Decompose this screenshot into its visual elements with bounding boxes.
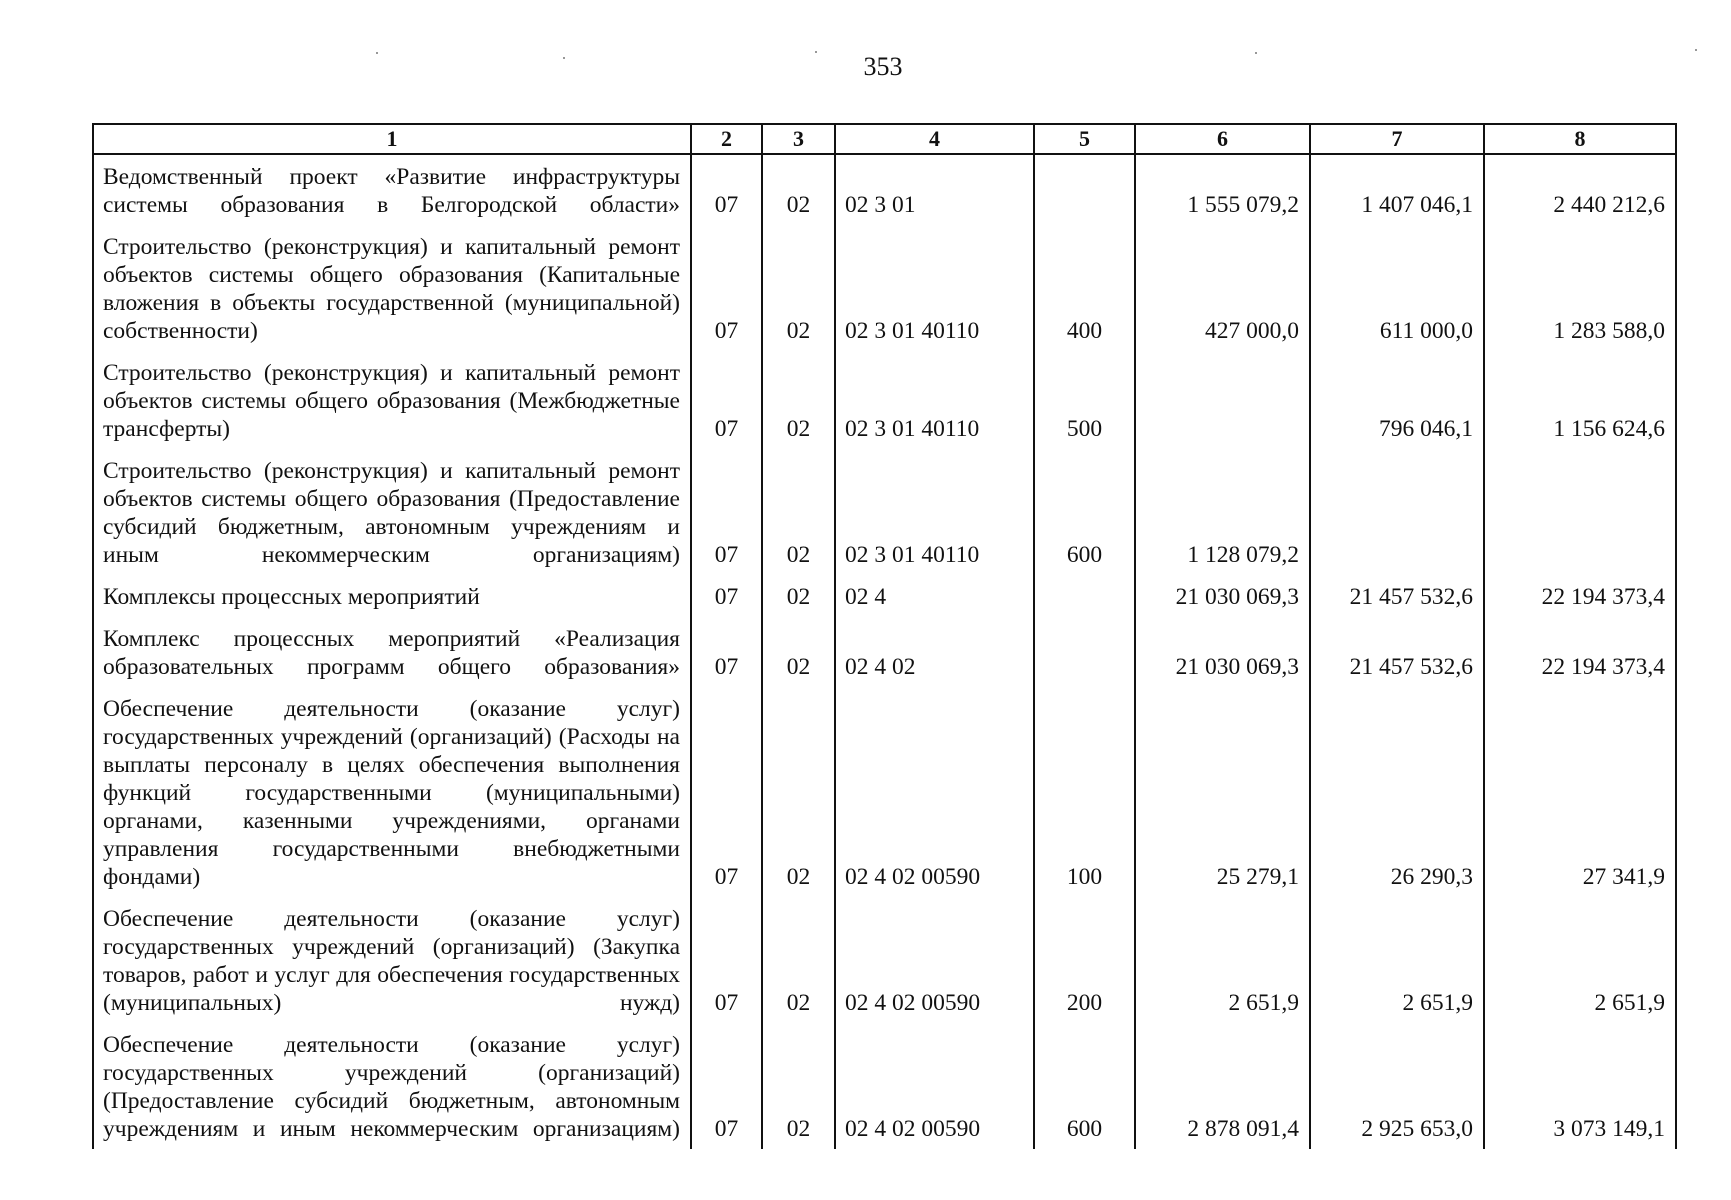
cell-amount-8: 1 156 624,6	[1484, 351, 1676, 449]
cell-section: 07	[691, 575, 762, 617]
cell-amount-8: 22 194 373,4	[1484, 575, 1676, 617]
column-header-8: 8	[1484, 124, 1676, 154]
cell-expense-type: 200	[1034, 897, 1135, 1023]
cell-amount-7: 1 407 046,1	[1310, 154, 1484, 225]
cell-amount-7: 21 457 532,6	[1310, 575, 1484, 617]
cell-amount-7: 796 046,1	[1310, 351, 1484, 449]
table-row	[93, 225, 1676, 351]
page-number: 353	[863, 52, 903, 81]
cell-subsection: 02	[762, 154, 835, 225]
column-header-1: 1	[93, 124, 691, 154]
cell-amount-6: 2 878 091,4	[1135, 1023, 1310, 1149]
column-header-4: 4	[835, 124, 1034, 154]
cell-subsection: 02	[762, 617, 835, 687]
cell-subsection: 02	[762, 1023, 835, 1149]
cell-expense-type: 600	[1034, 1023, 1135, 1149]
row-description: Комплексы процессных мероприятий	[93, 575, 691, 617]
cell-amount-6	[1135, 351, 1310, 449]
cell-amount-8: 3 073 149,1	[1484, 1023, 1676, 1149]
cell-amount-7: 2 925 653,0	[1310, 1023, 1484, 1149]
table-row	[93, 687, 1676, 897]
cell-section: 07	[691, 449, 762, 575]
cell-amount-8	[1484, 449, 1676, 575]
cell-subsection: 02	[762, 897, 835, 1023]
cell-target-code: 02 3 01 40110	[835, 225, 1034, 351]
table-row	[93, 1023, 1676, 1149]
cell-amount-8: 22 194 373,4	[1484, 617, 1676, 687]
cell-target-code: 02 4 02 00590	[835, 1023, 1034, 1149]
table-row	[93, 351, 1676, 449]
scan-speck	[1255, 52, 1257, 54]
scan-speck	[1695, 49, 1697, 51]
cell-section: 07	[691, 617, 762, 687]
cell-section: 07	[691, 1023, 762, 1149]
scan-speck	[563, 57, 565, 59]
cell-section: 07	[691, 897, 762, 1023]
column-header-2: 2	[691, 124, 762, 154]
row-description: Строительство (реконструкция) и капитальный ремонт объектов системы общего образования (Капитальные вложения в объекты государственной (муниципальной) собственности)	[93, 225, 691, 351]
scan-speck	[376, 52, 378, 54]
table-row	[93, 449, 1676, 575]
cell-amount-7: 611 000,0	[1310, 225, 1484, 351]
cell-amount-8: 2 440 212,6	[1484, 154, 1676, 225]
row-description: Обеспечение деятельности (оказание услуг) государственных учреждений (организаций) (Расходы на выплаты персоналу в целях обеспечения выполнения функций государственными (муниципальными) органами, казенными учреждениями, органами управления государственными внебюджетными фондами)	[93, 687, 691, 897]
cell-expense-type: 500	[1034, 351, 1135, 449]
cell-section: 07	[691, 154, 762, 225]
table-row	[93, 154, 1676, 225]
cell-subsection: 02	[762, 225, 835, 351]
cell-amount-7	[1310, 449, 1484, 575]
row-description: Ведомственный проект «Развитие инфраструктуры системы образования в Белгородской области»	[93, 154, 691, 225]
cell-expense-type: 600	[1034, 449, 1135, 575]
cell-amount-6: 1 128 079,2	[1135, 449, 1310, 575]
cell-expense-type	[1034, 154, 1135, 225]
cell-subsection: 02	[762, 575, 835, 617]
cell-expense-type: 400	[1034, 225, 1135, 351]
cell-section: 07	[691, 225, 762, 351]
cell-expense-type	[1034, 575, 1135, 617]
cell-expense-type: 100	[1034, 687, 1135, 897]
column-header-5: 5	[1034, 124, 1135, 154]
row-description: Обеспечение деятельности (оказание услуг) государственных учреждений (организаций) (Предоставление субсидий бюджетным, автономным учреждениям и иным некоммерческим организациям)	[93, 1023, 691, 1149]
cell-amount-6: 2 651,9	[1135, 897, 1310, 1023]
cell-amount-7: 2 651,9	[1310, 897, 1484, 1023]
table-row	[93, 897, 1676, 1023]
column-header-3: 3	[762, 124, 835, 154]
cell-amount-7: 26 290,3	[1310, 687, 1484, 897]
column-header-7: 7	[1310, 124, 1484, 154]
cell-target-code: 02 4 02 00590	[835, 687, 1034, 897]
row-description: Обеспечение деятельности (оказание услуг) государственных учреждений (организаций) (Закупка товаров, работ и услуг для обеспечения государственных (муниципальных) нужд)	[93, 897, 691, 1023]
cell-target-code: 02 4 02	[835, 617, 1034, 687]
cell-expense-type	[1034, 617, 1135, 687]
cell-amount-6: 427 000,0	[1135, 225, 1310, 351]
row-description: Комплекс процессных мероприятий «Реализация образовательных программ общего образования»	[93, 617, 691, 687]
column-header-6: 6	[1135, 124, 1310, 154]
cell-target-code: 02 4	[835, 575, 1034, 617]
cell-amount-8: 1 283 588,0	[1484, 225, 1676, 351]
cell-target-code: 02 4 02 00590	[835, 897, 1034, 1023]
row-description: Строительство (реконструкция) и капитальный ремонт объектов системы общего образования (Межбюджетные трансферты)	[93, 351, 691, 449]
budget-table	[92, 123, 1677, 1149]
cell-section: 07	[691, 351, 762, 449]
cell-target-code: 02 3 01 40110	[835, 449, 1034, 575]
cell-subsection: 02	[762, 449, 835, 575]
cell-section: 07	[691, 687, 762, 897]
cell-amount-6: 21 030 069,3	[1135, 575, 1310, 617]
cell-target-code: 02 3 01	[835, 154, 1034, 225]
table-row	[93, 617, 1676, 687]
cell-amount-6: 25 279,1	[1135, 687, 1310, 897]
cell-target-code: 02 3 01 40110	[835, 351, 1034, 449]
scan-speck	[815, 51, 817, 53]
table-row	[93, 575, 1676, 617]
header-row	[93, 124, 1676, 154]
cell-amount-8: 2 651,9	[1484, 897, 1676, 1023]
cell-amount-6: 21 030 069,3	[1135, 617, 1310, 687]
cell-subsection: 02	[762, 687, 835, 897]
row-description: Строительство (реконструкция) и капитальный ремонт объектов системы общего образования (Предоставление субсидий бюджетным, автономным учреждениям и иным некоммерческим организациям)	[93, 449, 691, 575]
cell-amount-8: 27 341,9	[1484, 687, 1676, 897]
cell-amount-7: 21 457 532,6	[1310, 617, 1484, 687]
cell-subsection: 02	[762, 351, 835, 449]
cell-amount-6: 1 555 079,2	[1135, 154, 1310, 225]
